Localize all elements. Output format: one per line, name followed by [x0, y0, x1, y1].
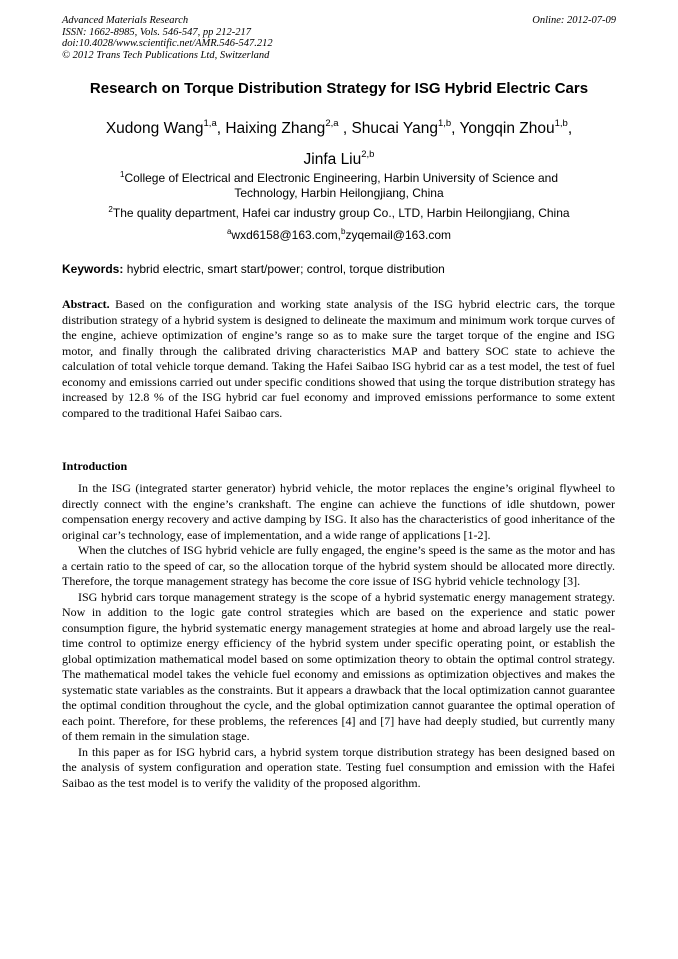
paragraph: In this paper as for ISG hybrid cars, a hybrid system torque distribution strategy has been designed based on the analysis of system configuration and operation state. Testing fuel consumption and emission with the Hafei Saibao as the test model is to verify the validity of the proposed algorithm.: [62, 744, 615, 790]
email-a: wxd6158@163.com,: [231, 228, 341, 242]
introduction-body: [62, 481, 615, 791]
author: Haixing Zhang$^{2,a}$ ,: [225, 118, 348, 137]
abstract-label: Abstract.: [62, 297, 110, 311]
keywords: [62, 262, 622, 276]
affiliation-1: $^1$College of Electrical and Electronic Engineering, Harbin University of Science and Technology, Harbin Heilongjiang, China: [119, 170, 558, 200]
author-list: [40, 113, 638, 175]
online-date: Online: 2012-07-09: [532, 15, 616, 26]
introduction-heading: Introduction: [62, 459, 128, 473]
author: Jinfa Liu$^{2,b}$: [303, 149, 375, 168]
journal-name: Advanced Materials Research: [62, 15, 189, 26]
keywords-label: Keywords:: [62, 262, 124, 276]
affiliation-2: $^2$The quality department, Hafei car industry group Co., LTD, Harbin Heilongjiang, China: [108, 205, 570, 220]
keywords-text: hybrid electric, smart start/power; control, torque distribution: [123, 262, 445, 276]
author-emails: $^a$wxd6158@163.com,$^b$zyqemail@163.com: [226, 227, 452, 242]
email-b: zyqemail@163.com: [345, 228, 452, 242]
author: Xudong Wang$^{1,a}$,: [105, 118, 226, 137]
abstract-text: Based on the configuration and working state analysis of the ISG hybrid electric cars, the torque distribution strategy of a hybrid system is designed to delineate the maximum and minimum work torque curves of the engine, achieve optimization of engine’s range so as to make sure the target torque of the engine and ISG motor, and finally through the calibrated driving characteristics MAP and battery SOC state to achieve the calculation of total vehicle torque demand. Taking the Hafei Saibao ISG hybrid car as a test model, the test of fuel economy and emissions carried out under specific conditions showed that using the torque distribution strategy has increased by 12.8 % of the ISG hybrid car fuel economy and improved emissions performance to some extent compared to the traditional Hafei Saibao cars.: [62, 297, 615, 420]
doi-line: doi:10.4028/www.scientific.net/AMR.546-547.212: [62, 38, 273, 49]
copyright-line: © 2012 Trans Tech Publications Ltd, Switzerland: [62, 49, 270, 61]
paragraph: In the ISG (integrated starter generator) hybrid vehicle, the motor replaces the engine’s original flywheel to directly connect with the engine’s crankshaft. The engine can achieve the functions of idle shutdown, power compensation energy recovery and active damping by ISG. It also has the characteristics of good inheritance of the original car’s technology, ease of implementation, and a wide range of applications [1-2].: [62, 481, 615, 542]
journal-header: [62, 15, 273, 61]
paragraph: When the clutches of ISG hybrid vehicle are fully engaged, the engine’s speed is the same as the motor and has a certain ratio to the speed of car, so the allocation torque of the hybrid system should be allocated more directly. Therefore, the torque management strategy has become the core issue of ISG hybrid vehicle technology [3].: [62, 543, 615, 588]
issn-line: ISSN: 1662-8985, Vols. 546-547, pp 212-217: [62, 26, 251, 38]
paragraph: ISG hybrid cars torque management strategy is the scope of a hybrid systematic energy management strategy. Now in addition to the logic gate control strategies which are based on the experience and static power consumption figure, the hybrid systematic energy management strategies at home and abroad largely use the real-time control to optimize energy efficiency of the hybrid system under specific operating point, or establish the global optimization mathematical model based on some optimization theory to obtain the optimal control strategy. The mathematical model takes the vehicle fuel economy and emissions as optimization objectives and makes the systematic state variables as the constraints. But it appears a drawback that the local optimization cannot guarantee the optimal condition throughout the cycle, and the global optimization cannot guarantee the optimal operation of each point. Therefore, for these problems, the references [4] and [7] have had deeply studied, but currently many of them remain in the simulation stage.: [62, 589, 615, 743]
abstract: [62, 297, 615, 421]
author: Yongqin Zhou$^{1,b}$,: [459, 118, 573, 137]
paper-title: Research on Torque Distribution Strategy for ISG Hybrid Electric Cars: [89, 80, 589, 97]
author: Shucai Yang$^{1,b}$,: [351, 118, 460, 137]
